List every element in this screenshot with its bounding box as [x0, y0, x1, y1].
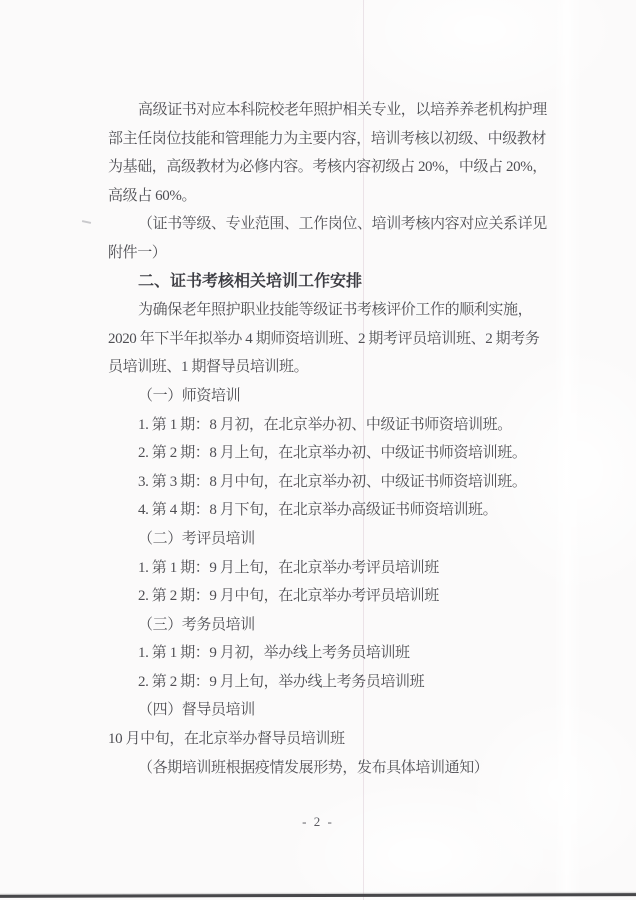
paragraph-line: 高级证书对应本科院校老年照护相关专业，以培养养老机构护理 [138, 102, 547, 118]
list-item-line: 2. 第 2 期：8 月上旬，在北京举办初、中级证书师资培训班。 [138, 445, 527, 462]
paragraph-line: 高级占 60%。 [108, 187, 197, 204]
paragraph-line: 附件一） [108, 244, 167, 261]
list-item-line: 4. 第 4 期：8 月下旬，在北京举办高级证书师资培训班。 [138, 502, 498, 519]
paragraph-line: 2020 年下半年拟举办 4 期师资培训班、2 期考评员培训班、2 期考务 [108, 330, 540, 347]
paragraph-line: 为基础，高级教材为必修内容。考核内容初级占 20%，中级占 20%， [108, 159, 547, 176]
page-number: - 2 - [302, 814, 334, 829]
paragraph-line: （证书等级、专业范围、工作岗位、培训考核内容对应关系详见 [138, 216, 547, 233]
paragraph-line: 10 月中旬，在北京举办督导员培训班 [108, 731, 345, 748]
section-heading: 二、证书考核相关培训工作安排 [138, 272, 363, 290]
paragraph-line: 员培训班、1 期督导员培训班。 [108, 359, 309, 376]
list-item-line: 2. 第 2 期：9 月中旬，在北京举办考评员培训班 [138, 588, 439, 605]
subsection-heading: （一）师资培训 [138, 387, 241, 404]
scan-bottom-edge [0, 893, 636, 897]
list-item-line: 1. 第 1 期：9 月初，举办线上考务员培训班 [138, 645, 410, 662]
paragraph-line: （各期培训班根据疫情发展形势，发布具体培训通知） [138, 759, 489, 776]
scan-speck [82, 220, 91, 224]
paragraph-line: 为确保老年照护职业技能等级证书考核评价工作的顺利实施， [138, 302, 533, 319]
list-item-line: 2. 第 2 期：9 月上旬，举办线上考务员培训班 [138, 673, 425, 690]
paragraph-line: 部主任岗位技能和管理能力为主要内容，培训考核以初级、中级教材 [108, 130, 547, 147]
document-body [108, 96, 578, 782]
list-item-line: 1. 第 1 期：9 月上旬，在北京举办考评员培训班 [138, 559, 439, 576]
list-item-line: 3. 第 3 期：8 月中旬，在北京举办初、中级证书师资培训班。 [138, 473, 527, 490]
subsection-heading: （二）考评员培训 [138, 530, 255, 547]
list-item-line: 1. 第 1 期：8 月初，在北京举办初、中级证书师资培训班。 [138, 416, 512, 433]
subsection-heading: （三）考务员培训 [138, 616, 255, 633]
subsection-heading: （四）督导员培训 [138, 702, 255, 719]
